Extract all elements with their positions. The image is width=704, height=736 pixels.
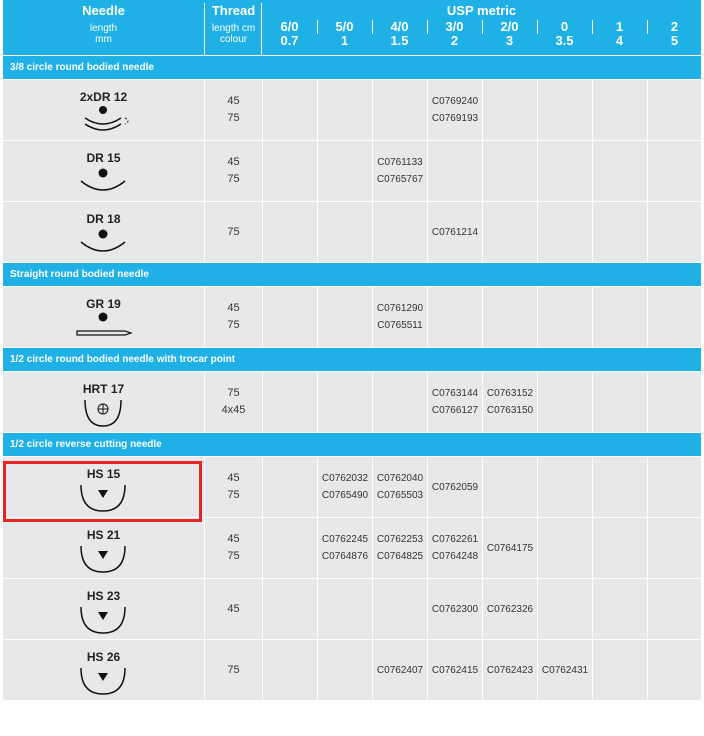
needle-cell xyxy=(3,640,204,700)
needle-cell xyxy=(3,372,204,432)
product-code-cell xyxy=(372,372,427,432)
needle-name: HS 21 xyxy=(86,528,121,542)
product-code: C0764825 xyxy=(376,551,424,562)
product-code: C0762253 xyxy=(376,534,424,545)
needle-cell xyxy=(3,579,204,639)
product-code: C0764876 xyxy=(321,551,369,562)
product-code-cell xyxy=(482,202,537,262)
thread-length: 45 xyxy=(227,472,240,484)
section-header: 3/8 circle round bodied needle xyxy=(3,55,701,79)
needle-cell xyxy=(3,518,204,578)
thread-length: 45 xyxy=(227,95,240,107)
thread-cell xyxy=(204,80,262,140)
product-code-cell xyxy=(317,202,372,262)
product-code-cell xyxy=(647,141,702,201)
usp-column-divider xyxy=(317,20,318,34)
section-header: Straight round bodied needle xyxy=(3,262,701,286)
usp-column-divider xyxy=(537,20,538,34)
thread-column-header xyxy=(205,0,262,55)
product-code-cell xyxy=(262,640,317,700)
thread-length: 75 xyxy=(227,489,240,501)
product-code: C0762300 xyxy=(431,603,479,615)
product-code-cell xyxy=(647,202,702,262)
product-code-cell xyxy=(317,457,372,517)
thread-length: 75 xyxy=(227,550,240,562)
product-code: C0765767 xyxy=(376,174,424,185)
usp-column-header xyxy=(647,20,702,48)
product-code-cell xyxy=(372,141,427,201)
product-code-cell xyxy=(592,579,647,639)
product-code-cell xyxy=(317,141,372,201)
product-code-cell xyxy=(372,287,427,347)
metric-size-label: 5 xyxy=(670,33,679,48)
usp-column-divider xyxy=(592,20,593,34)
product-code-cell xyxy=(592,457,647,517)
product-code: C0766127 xyxy=(431,405,479,416)
product-code-cell xyxy=(427,287,482,347)
product-code: C0764248 xyxy=(431,551,479,562)
product-code-cell xyxy=(427,141,482,201)
table-body xyxy=(3,55,701,700)
usp-column-divider xyxy=(372,20,373,34)
thread-length: 75 xyxy=(227,112,240,124)
product-code-cell xyxy=(647,457,702,517)
metric-size-label: 4 xyxy=(615,33,624,48)
needle-name: HS 23 xyxy=(86,589,121,603)
usp-column-header xyxy=(427,20,482,48)
thread-length: 75 xyxy=(227,319,240,331)
thread-length: 45 xyxy=(227,602,240,615)
table-row xyxy=(3,140,701,201)
product-code-cell xyxy=(482,457,537,517)
product-code-cell xyxy=(482,518,537,578)
needle-name: 2xDR 12 xyxy=(79,90,128,104)
product-code-cell xyxy=(647,518,702,578)
table-row xyxy=(3,578,701,639)
product-code: C0762040 xyxy=(376,473,424,484)
usp-column-header xyxy=(372,20,427,48)
product-code: C0761133 xyxy=(377,157,423,168)
product-code-cell xyxy=(427,579,482,639)
metric-size-label: 3 xyxy=(505,33,514,48)
thread-length: 75 xyxy=(227,225,240,238)
product-code-cell xyxy=(537,80,592,140)
product-code-cell xyxy=(262,287,317,347)
cutting-needle-icon xyxy=(73,542,133,576)
usp-size-label: 4/0 xyxy=(390,19,409,34)
product-code-cell xyxy=(482,372,537,432)
product-code-cell xyxy=(262,202,317,262)
product-code-cell xyxy=(317,372,372,432)
needle-cell xyxy=(3,287,204,347)
usp-metric-title: USP metric xyxy=(446,3,517,18)
product-code: C0763144 xyxy=(431,388,479,399)
product-code-cell xyxy=(262,579,317,639)
metric-size-label: 1.5 xyxy=(390,33,409,48)
product-code-cell xyxy=(482,287,537,347)
thread-length: 45 xyxy=(227,156,240,168)
usp-size-label: 0 xyxy=(560,19,569,34)
product-code-cell xyxy=(372,640,427,700)
thread-header-sub1: length cm xyxy=(211,23,256,34)
section-header: 1/2 circle reverse cutting needle xyxy=(3,432,701,456)
product-code: C0762326 xyxy=(486,603,534,615)
needle-cell xyxy=(3,80,204,140)
product-code: C0765490 xyxy=(321,490,369,501)
usp-size-label: 3/0 xyxy=(445,19,464,34)
metric-size-label: 1 xyxy=(340,33,349,48)
product-code: C0763152 xyxy=(486,388,534,399)
product-code-cell xyxy=(647,640,702,700)
product-code-cell xyxy=(372,80,427,140)
product-code-cell xyxy=(482,640,537,700)
product-code: C0764175 xyxy=(486,542,534,554)
product-code-cell xyxy=(427,640,482,700)
needle-column-header xyxy=(3,0,204,55)
product-code-cell xyxy=(592,518,647,578)
needle-header-sub2: mm xyxy=(95,34,112,45)
cutting-needle-icon xyxy=(73,664,133,698)
needle-name: HS 26 xyxy=(86,650,121,664)
thread-length: 45 xyxy=(227,533,240,545)
product-code: C0769240 xyxy=(431,96,479,107)
usp-column-divider xyxy=(427,20,428,34)
metric-size-label: 0.7 xyxy=(280,33,299,48)
product-code: C0763150 xyxy=(486,405,534,416)
product-code-cell xyxy=(592,202,647,262)
product-code-cell xyxy=(482,141,537,201)
thread-length: 4x45 xyxy=(221,404,246,416)
product-code-cell xyxy=(537,457,592,517)
table-row xyxy=(3,201,701,262)
product-code-cell xyxy=(317,80,372,140)
trocar-needle-icon xyxy=(73,396,133,430)
product-code-cell xyxy=(592,141,647,201)
needle-name: HRT 17 xyxy=(82,382,125,396)
thread-cell xyxy=(204,457,262,517)
product-code: C0762407 xyxy=(376,664,424,676)
thread-length: 75 xyxy=(227,387,240,399)
usp-size-label: 5/0 xyxy=(335,19,354,34)
table-row xyxy=(3,286,701,347)
product-code: C0762059 xyxy=(431,481,479,493)
needle-name: GR 19 xyxy=(86,297,121,311)
thread-length: 45 xyxy=(227,302,240,314)
product-code-cell xyxy=(262,372,317,432)
product-code-cell xyxy=(592,287,647,347)
product-code-cell xyxy=(372,579,427,639)
metric-size-label: 2 xyxy=(450,33,459,48)
usp-column-divider xyxy=(482,20,483,34)
product-code-cell xyxy=(372,518,427,578)
product-code-cell xyxy=(317,287,372,347)
product-code-cell xyxy=(647,287,702,347)
thread-cell xyxy=(204,287,262,347)
thread-cell xyxy=(204,640,262,700)
product-code-cell xyxy=(427,372,482,432)
product-code-cell xyxy=(592,640,647,700)
table-row xyxy=(3,371,701,432)
thread-header-sub2: colour xyxy=(219,34,248,45)
product-code-cell xyxy=(537,640,592,700)
product-code-cell xyxy=(592,80,647,140)
thread-length: 75 xyxy=(227,173,240,185)
product-code-cell xyxy=(317,518,372,578)
product-code: C0762245 xyxy=(321,534,369,545)
product-code-cell xyxy=(262,80,317,140)
thread-cell xyxy=(204,372,262,432)
product-code-cell xyxy=(537,579,592,639)
needle-name: HS 15 xyxy=(86,467,121,481)
needle-header-label: Needle xyxy=(82,3,125,18)
product-code-cell xyxy=(647,579,702,639)
product-code: C0761214 xyxy=(431,226,479,238)
product-code: C0762261 xyxy=(431,534,479,545)
section-header: 1/2 circle round bodied needle with trocar point xyxy=(3,347,701,371)
product-code-cell xyxy=(262,141,317,201)
needle-header-sub1: length xyxy=(89,23,118,34)
product-code-cell xyxy=(537,141,592,201)
usp-column-header xyxy=(262,20,317,48)
cutting-needle-icon xyxy=(73,603,133,637)
thread-cell xyxy=(204,202,262,262)
table-row xyxy=(3,639,701,700)
product-code-cell xyxy=(537,202,592,262)
needle-cell xyxy=(3,141,204,201)
usp-column-header xyxy=(482,20,537,48)
product-code: C0765503 xyxy=(376,490,424,501)
product-code: C0769193 xyxy=(431,113,479,124)
product-code-cell xyxy=(482,579,537,639)
product-code: C0762415 xyxy=(431,664,479,676)
thread-cell xyxy=(204,518,262,578)
product-code-cell xyxy=(317,640,372,700)
thread-length: 75 xyxy=(227,663,240,676)
usp-size-label: 1 xyxy=(615,19,624,34)
needle-name: DR 15 xyxy=(86,151,121,165)
product-code-cell xyxy=(262,518,317,578)
product-code-cell xyxy=(537,372,592,432)
product-code-cell xyxy=(427,80,482,140)
usp-column-header xyxy=(592,20,647,48)
thread-header-label: Thread xyxy=(211,3,256,18)
product-code-cell xyxy=(372,457,427,517)
product-code-cell xyxy=(482,80,537,140)
table-header xyxy=(3,0,701,55)
usp-column-divider xyxy=(647,20,648,34)
straight-needle-icon xyxy=(73,311,133,345)
product-code-cell xyxy=(647,80,702,140)
thread-cell xyxy=(204,141,262,201)
product-code: C0765511 xyxy=(377,320,423,331)
metric-size-label: 3.5 xyxy=(555,33,574,48)
product-code-cell xyxy=(537,287,592,347)
table-row xyxy=(3,79,701,140)
product-code-cell xyxy=(262,457,317,517)
curved-needle-icon xyxy=(73,226,133,260)
needle-name: DR 18 xyxy=(86,212,121,226)
product-code: C0762423 xyxy=(486,664,534,676)
product-code: C0762032 xyxy=(321,473,369,484)
product-code-cell xyxy=(537,518,592,578)
product-code-cell xyxy=(427,202,482,262)
product-code: C0762431 xyxy=(541,664,589,676)
product-code-cell xyxy=(647,372,702,432)
usp-size-label: 2/0 xyxy=(500,19,519,34)
table-row xyxy=(3,517,701,578)
product-code-cell xyxy=(427,518,482,578)
usp-size-label: 2 xyxy=(670,19,679,34)
usp-column-header xyxy=(317,20,372,48)
product-code-cell xyxy=(427,457,482,517)
product-code-cell xyxy=(592,372,647,432)
product-table xyxy=(3,0,701,700)
needle-cell xyxy=(3,202,204,262)
double-curved-needle-icon xyxy=(73,104,133,138)
product-code-cell xyxy=(372,202,427,262)
product-code-cell xyxy=(317,579,372,639)
curved-needle-icon xyxy=(73,165,133,199)
usp-size-label: 6/0 xyxy=(280,19,299,34)
thread-cell xyxy=(204,579,262,639)
usp-column-header xyxy=(537,20,592,48)
product-code: C0761290 xyxy=(376,303,424,314)
highlight-box xyxy=(3,461,202,522)
